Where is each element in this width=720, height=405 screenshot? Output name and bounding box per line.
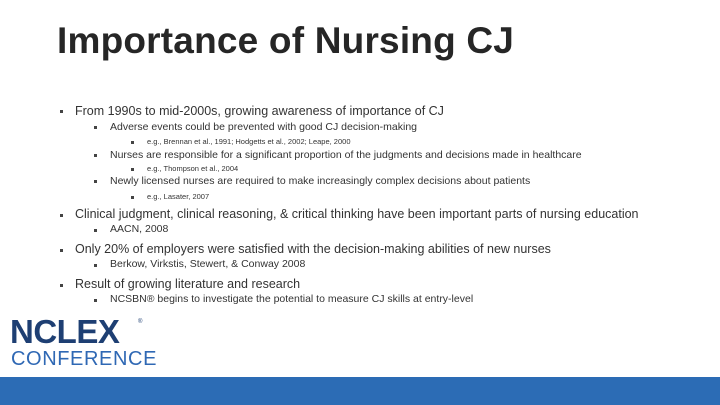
bullet-icon (60, 284, 63, 287)
logo-conference-text: CONFERENCE (11, 348, 158, 370)
bullet-item-level3: e.g., Lasater, 2007 (147, 192, 210, 201)
logo-registered-mark: ® (138, 319, 143, 325)
bullet-item-level2: Adverse events could be prevented with good CJ decision-making (110, 121, 418, 133)
bullet-icon (131, 168, 134, 171)
bullet-icon (60, 214, 63, 217)
nclex-conference-logo (10, 313, 158, 373)
bullet-item-level2: Berkow, Virkstis, Stewert, & Conway 2008 (110, 258, 306, 270)
bullet-item-level2: NCSBN® begins to investigate the potential to measure CJ skills at entry-level (110, 293, 474, 305)
bullet-icon (94, 229, 97, 232)
bullet-icon (60, 110, 63, 113)
bullet-icon (131, 141, 134, 144)
bullet-icon (94, 180, 97, 183)
bullet-item-level3: e.g., Brennan et al., 1991; Hodgetts et al., 2002; Leape, 2000 (147, 137, 351, 146)
bullet-icon (131, 196, 134, 199)
bullet-item-level1: From 1990s to mid-2000s, growing awareness of importance of CJ (75, 104, 444, 118)
slide-title: Importance of Nursing CJ (57, 20, 515, 61)
bullet-item-level1: Result of growing literature and research (75, 277, 301, 291)
bullet-item-level2: Nurses are responsible for a significant proportion of the judgments and decisions made in healthcare (110, 149, 582, 161)
bullet-icon (94, 126, 97, 129)
footer-bar (0, 377, 720, 405)
bullet-item-level1: Clinical judgment, clinical reasoning, & critical thinking have been important parts of nursing education (75, 207, 639, 221)
bullet-item-level1: Only 20% of employers were satisfied with the decision-making abilities of new nurses (75, 242, 551, 256)
bullet-icon (94, 299, 97, 302)
bullet-item-level3: e.g., Thompson et al., 2004 (147, 164, 239, 173)
bullet-item-level2: Newly licensed nurses are required to make increasingly complex decisions about patients (110, 175, 531, 187)
bullet-item-level2: AACN, 2008 (110, 223, 169, 235)
bullet-icon (94, 154, 97, 157)
bullet-icon (94, 264, 97, 267)
bullet-icon (60, 249, 63, 252)
logo-nclex-text: NCLEX (10, 313, 120, 350)
